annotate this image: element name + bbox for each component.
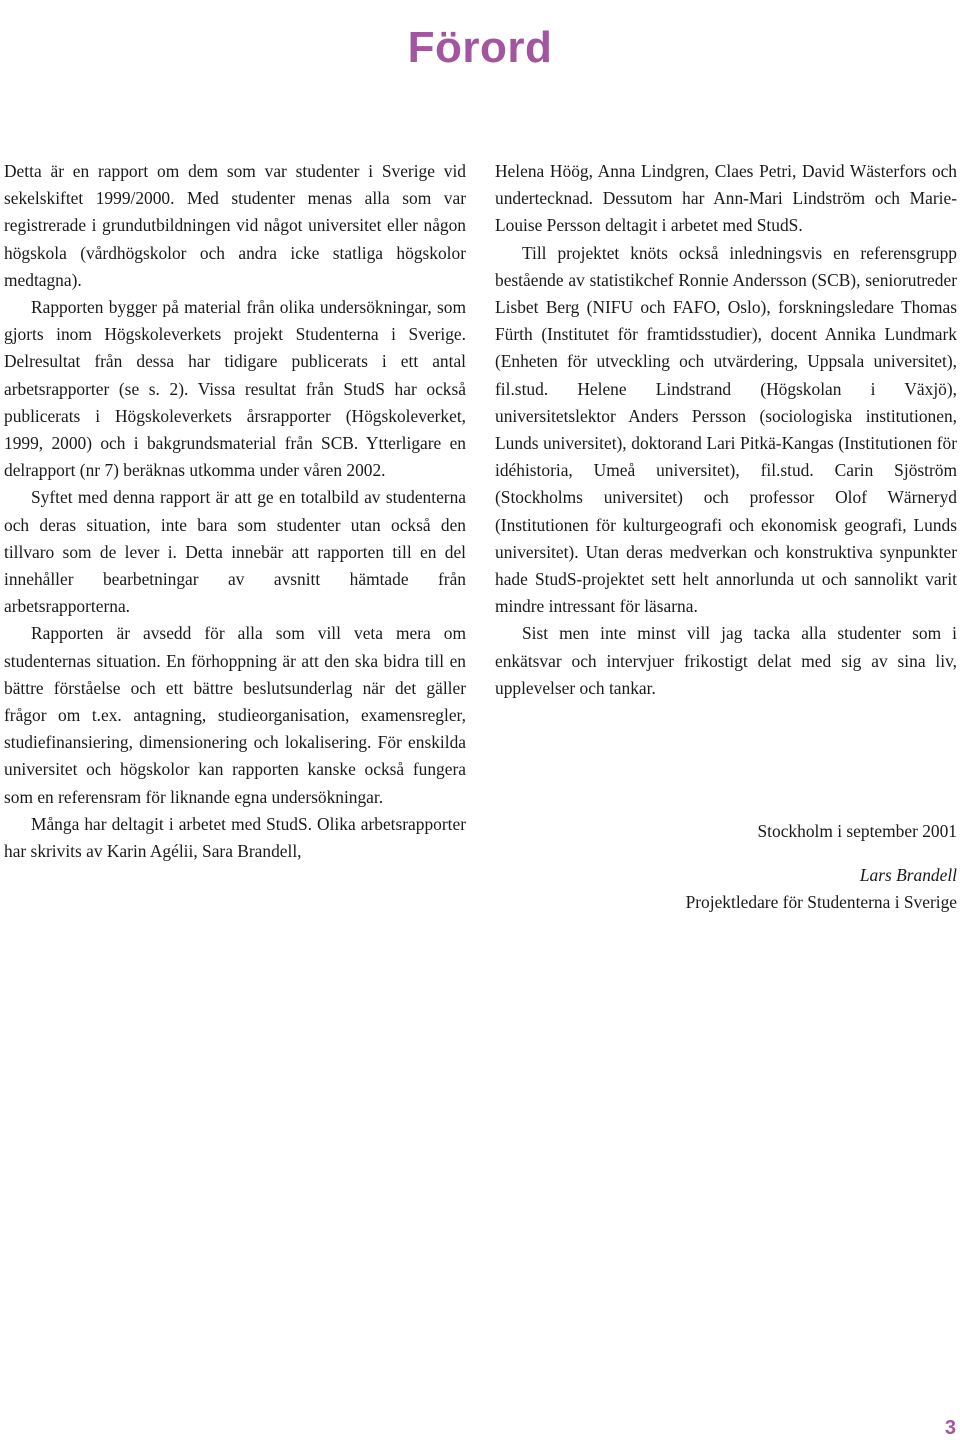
page-title: Förord bbox=[407, 23, 553, 73]
paragraph: Syftet med denna rapport är att ge en totalbild av studenterna och deras situation, inte bara som studenter utan också den tillvaro som de lever i. Detta innebär att rapporten till en del innehåller bearbetningar av avsnitt hämtade från arbetsrapporterna. bbox=[4, 487, 466, 617]
paragraph: Detta är en rapport om dem som var studenter i Sverige vid sekelskiftet 1999/2000. Med studenter menas alla som var registrerade i grundutbildningen vid något universitet eller någon högskola (vårdhögskolor och andra icke statliga högskolor medtagna). bbox=[4, 161, 466, 290]
paragraph: Sist men inte minst vill jag tacka alla studenter som i enkätsvar och intervjuer frikostigt delat med sig av sina liv, upplevelser och tankar. bbox=[495, 623, 957, 698]
paragraph: Rapporten är avsedd för alla som vill veta mera om studenternas situation. En förhoppning är att den ska bidra till en bättre förståelse och ett bättre beslutsunderlag när det gäller frågor om t.ex. antagning, studieorganisation, examensregler, studiefinansiering, dimensionering och lokalisering. För enskilda universitet och högskolor kan rapporten kanske också fungera som en referensram för liknande egna undersökningar. bbox=[4, 623, 466, 807]
paragraph: Rapporten bygger på material från olika undersökningar, som gjorts inom Högskoleverkets projekt Studenterna i Sverige. Delresultat från dessa har tidigare publicerats i ett antal arbetsrapporter (se s. 2). Vissa resultat från StudS har också publicerats i Högskoleverkets årsrapporter (Högskoleverket, 1999, 2000) och i bakgrundsmaterial från SCB. Ytterligare en delrapport (nr 7) beräknas utkomma under våren 2002. bbox=[4, 297, 466, 481]
signature-block bbox=[495, 818, 957, 917]
left-column bbox=[4, 158, 466, 865]
signature-place-date: Stockholm i september 2001 bbox=[757, 821, 957, 841]
right-column bbox=[495, 158, 957, 702]
page-number: 3 bbox=[944, 1417, 956, 1439]
paragraph: Helena Höög, Anna Lindgren, Claes Petri, David Wästerfors och undertecknad. Dessutom har Ann-Mari Lindström och Marie-Louise Persson deltagit i arbetet med StudS. bbox=[495, 161, 957, 236]
paragraph: Till projektet knöts också inledningsvis en referensgrupp bestående av statistikchef Ronnie Andersson (SCB), seniorutreder Lisbet Berg (NIFU och FAFO, Oslo), forskningsledare Thomas Fürth (Institutet för framtidsstudier), docent Annika Lundmark (Enheten för utveckling och utvärdering, Uppsala universitet), fil.stud. Helene Lindstrand (Högskolan i Växjö), universitetslektor Anders Persson (sociologiska institutionen, Lunds universitet), doktorand Lari Pitkä-Kangas (Institutionen för idéhistoria, Umeå universitet), fil.stud. Carin Sjöström (Stockholms universitet) och professor Olof Wärneryd (Institutionen för kulturgeografi och ekonomisk geografi, Lunds universitet). Utan deras medverkan och konstruktiva synpunkter hade StudS-projektet sett helt annorlunda ut och sannolikt varit mindre intressant för läsarna. bbox=[495, 242, 957, 617]
paragraph: Många har deltagit i arbetet med StudS. Olika arbetsrapporter har skrivits av Karin Agélii, Sara Brandell, bbox=[4, 813, 466, 862]
signer-name: Lars Brandell bbox=[859, 865, 957, 886]
signer-role: Projektledare för Studenterna i Sverige bbox=[685, 892, 957, 913]
